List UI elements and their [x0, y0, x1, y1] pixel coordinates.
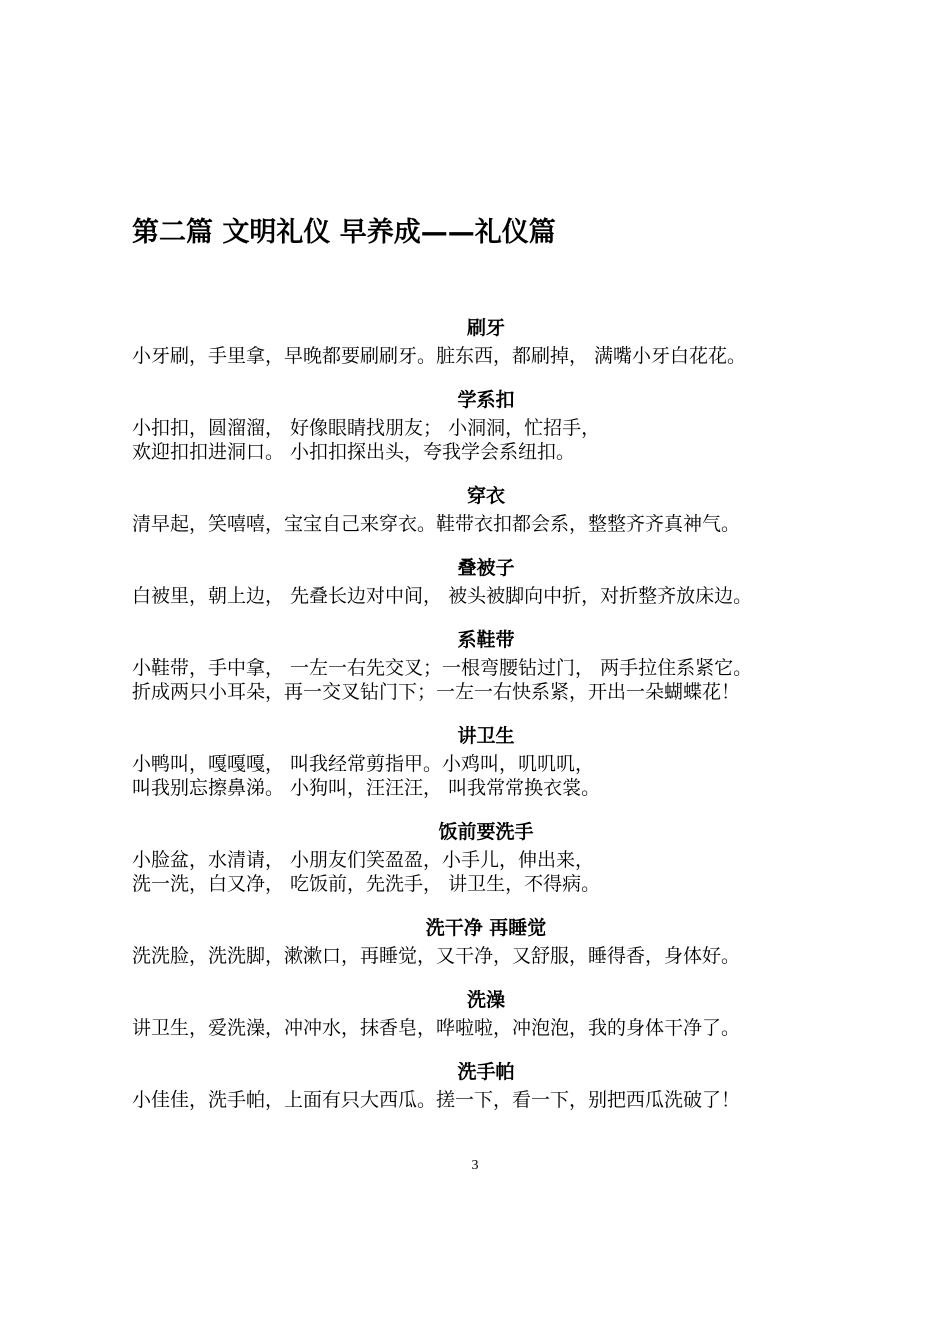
poem-line: 小扣扣，圆溜溜， 好像眼睛找朋友； 小洞洞，忙招手，: [132, 417, 601, 439]
poem-section: [132, 552, 840, 624]
poem-section: [132, 720, 840, 816]
section-spacer: [132, 368, 840, 384]
poem-title: 穿衣: [466, 485, 505, 507]
section-spacer: [132, 704, 840, 720]
poem-line: 欢迎扣扣进洞口。 小扣扣探出头，夸我学会系纽扣。: [132, 441, 576, 463]
poem-title: 洗澡: [466, 989, 505, 1011]
section-spacer: [132, 800, 840, 816]
poem-title: 饭前要洗手: [438, 821, 534, 843]
poem-title: 叠被子: [457, 557, 515, 579]
poem-line: 小牙刷，手里拿，早晚都要刷刷牙。脏东西，都刷掉， 满嘴小牙白花花。: [132, 345, 747, 367]
poem-line: 清早起，笑嘻嘻，宝宝自己来穿衣。鞋带衣扣都会系，整整齐齐真神气。: [132, 513, 741, 535]
page-number: 3: [471, 1158, 479, 1173]
poem-section: [132, 984, 840, 1056]
poem-section: [132, 480, 840, 552]
poem-line: 小脸盆，水清请， 小朋友们笑盈盈，小手儿，伸出来，: [132, 849, 595, 871]
section-spacer: [132, 608, 840, 624]
poem-title: 洗干净 再睡觉: [425, 917, 547, 939]
poem-line: 洗一洗，白又净， 吃饭前，先洗手， 讲卫生，不得病。: [132, 873, 601, 895]
poem-title: 学系扣: [457, 389, 515, 411]
poem-title: 洗手帕: [457, 1061, 515, 1083]
poem-title: 刷牙: [466, 317, 505, 339]
chapter-title: 第二篇 文明礼仪 早养成——礼仪篇: [132, 217, 556, 248]
poem-title: 讲卫生: [457, 725, 515, 747]
poem-line: 小鸭叫，嘎嘎嘎， 叫我经常剪指甲。小鸡叫，叽叽叽，: [132, 753, 595, 775]
section-spacer: [132, 464, 840, 480]
poem-title: 系鞋带: [457, 629, 515, 651]
poem-line: 白被里，朝上边， 先叠长边对中间， 被头被脚向中折，对折整齐放床边。: [132, 585, 753, 607]
poem-section: [132, 384, 840, 480]
section-spacer: [132, 536, 840, 552]
section-spacer: [132, 968, 840, 984]
poem-line: 洗洗脸，洗洗脚，漱漱口，再睡觉，又干净，又舒服，睡得香，身体好。: [132, 945, 741, 967]
poem-line: 小鞋带，手中拿， 一左一右先交叉；一根弯腰钻过门， 两手拉住系紧它。: [132, 657, 753, 679]
poem-section: [132, 312, 840, 384]
poem-line: 叫我别忘擦鼻涕。 小狗叫，汪汪汪， 叫我常常换衣裳。: [132, 777, 601, 799]
section-spacer: [132, 1040, 840, 1056]
poem-line: 讲卫生，爱洗澡，冲冲水，抹香皂，哗啦啦，冲泡泡，我的身体干净了。: [132, 1017, 741, 1039]
section-spacer: [132, 896, 840, 912]
poem-line: 小佳佳，洗手帕，上面有只大西瓜。搓一下，看一下，别把西瓜洗破了！: [132, 1089, 741, 1111]
poem-section: [132, 1056, 840, 1112]
poem-section: [132, 624, 840, 720]
poem-section: [132, 912, 840, 984]
poem-list: [132, 312, 840, 1112]
poem-line: 折成两只小耳朵，再一交叉钻门下；一左一右快系紧，开出一朵蝴蝶花！: [132, 681, 741, 703]
poem-section: [132, 816, 840, 912]
